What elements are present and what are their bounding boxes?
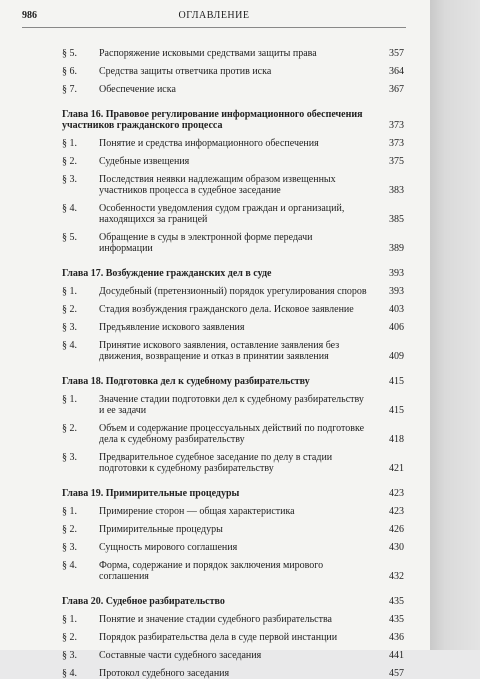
- toc-section-title: Предъявление искового заявления: [99, 322, 245, 333]
- page-number: 986: [22, 10, 37, 21]
- toc-section-row: [62, 542, 404, 553]
- toc-page-number[interactable]: 423: [389, 506, 404, 517]
- toc-section-title: Последствия неявки надлежащим образом извещенных участников процесса в судебное заседание: [99, 174, 336, 196]
- toc-chapter-title: Примирительные процедуры: [105, 488, 240, 499]
- page-header: [22, 10, 406, 22]
- toc-chapter-row: [62, 596, 404, 607]
- toc-section-row: [62, 423, 404, 445]
- toc-page-number[interactable]: 403: [389, 304, 404, 315]
- toc-section-title: Сущность мирового соглашения: [99, 542, 238, 553]
- toc-section-label: § 3.: [62, 650, 77, 661]
- toc-section-title: Средства защиты ответчика против иска: [99, 66, 272, 77]
- toc-page-number[interactable]: 457: [389, 668, 404, 679]
- toc-chapter-label: Глава 20.: [62, 596, 106, 607]
- toc-section-label: § 3.: [62, 542, 77, 553]
- toc-section-row: [62, 156, 404, 167]
- toc-page-number[interactable]: 436: [389, 632, 404, 643]
- toc-section-title: Судебные извещения: [99, 156, 190, 167]
- toc-section-row: [62, 48, 404, 59]
- toc-section-label: § 7.: [62, 84, 77, 95]
- toc-section-label: § 5.: [62, 48, 77, 59]
- toc-section-label: § 2.: [62, 304, 77, 315]
- toc-page-number[interactable]: 357: [389, 48, 404, 59]
- toc-page-number[interactable]: 364: [389, 66, 404, 77]
- toc-chapter-row: [62, 268, 404, 279]
- running-title: ОГЛАВЛЕНИЕ: [178, 10, 250, 21]
- toc-page-number[interactable]: 426: [389, 524, 404, 535]
- toc-section-row: [62, 650, 404, 661]
- toc-section-title: Форма, содержание и порядок заключения мирового соглашения: [99, 560, 324, 582]
- toc-section-row: [62, 304, 404, 315]
- toc-section-label: § 5.: [62, 232, 77, 243]
- toc-section-label: § 1.: [62, 394, 77, 405]
- toc-section-row: [62, 340, 404, 362]
- toc-section-row: [62, 506, 404, 517]
- table-of-contents: [62, 48, 404, 679]
- header-rule: [22, 27, 406, 28]
- toc-section-title: Понятие и средства информационного обеспечения: [99, 138, 319, 149]
- toc-page-number[interactable]: 435: [389, 614, 404, 625]
- toc-chapter-title: Возбуждение гражданских дел в суде: [105, 268, 272, 279]
- toc-section-label: § 1.: [62, 506, 77, 517]
- toc-page-number[interactable]: 373: [389, 120, 404, 131]
- toc-section-label: § 2.: [62, 423, 77, 434]
- toc-section-label: § 1.: [62, 614, 77, 625]
- toc-section-row: [62, 322, 404, 333]
- toc-section-label: § 2.: [62, 156, 77, 167]
- toc-section-label: § 6.: [62, 66, 77, 77]
- toc-section-label: § 1.: [62, 138, 77, 149]
- toc-section-row: [62, 632, 404, 643]
- toc-section-row: [62, 668, 404, 679]
- toc-section-title: Протокол судебного заседания: [99, 668, 230, 679]
- toc-section-title: Стадия возбуждения гражданского дела. Исковое заявление: [99, 304, 354, 315]
- toc-section-title: Обеспечение иска: [99, 84, 176, 95]
- toc-section-row: [62, 394, 404, 416]
- toc-chapter-label: Глава 18.: [62, 376, 106, 387]
- toc-chapter-row: [62, 109, 404, 131]
- toc-section-title: Особенности уведомления судом граждан и организаций, находящихся за границей: [99, 203, 345, 225]
- toc-section-row: [62, 452, 404, 474]
- toc-section-row: [62, 286, 404, 297]
- toc-section-row: [62, 84, 404, 95]
- toc-page-number[interactable]: 367: [389, 84, 404, 95]
- toc-section-title: Досудебный (претензионный) порядок урегулирования споров: [99, 286, 367, 297]
- toc-page-number[interactable]: 421: [389, 463, 404, 474]
- toc-section-label: § 3.: [62, 174, 77, 185]
- toc-page-number[interactable]: 430: [389, 542, 404, 553]
- toc-page-number[interactable]: 435: [389, 596, 404, 607]
- toc-section-title: Принятие искового заявления, оставление заявления без движения, возвращение и отказ в принятии заявления: [99, 340, 340, 362]
- toc-chapter-row: [62, 488, 404, 499]
- toc-page-number[interactable]: 415: [389, 376, 404, 387]
- toc-section-row: [62, 232, 404, 254]
- toc-page-number[interactable]: 423: [389, 488, 404, 499]
- toc-section-label: § 3.: [62, 452, 77, 463]
- toc-section-title: Обращение в суды в электронной форме передачи информации: [99, 232, 313, 254]
- toc-section-title: Порядок разбирательства дела в суде первой инстанции: [99, 632, 338, 643]
- toc-section-label: § 2.: [62, 524, 77, 535]
- toc-page-number[interactable]: 393: [389, 268, 404, 279]
- toc-page-number[interactable]: 385: [389, 214, 404, 225]
- toc-page-number[interactable]: 418: [389, 434, 404, 445]
- toc-page-number[interactable]: 389: [389, 243, 404, 254]
- toc-section-row: [62, 560, 404, 582]
- toc-section-row: [62, 66, 404, 77]
- toc-section-label: § 4.: [62, 203, 77, 214]
- toc-section-title: Составные части судебного заседания: [99, 650, 262, 661]
- toc-section-row: [62, 524, 404, 535]
- toc-page-number[interactable]: 415: [389, 405, 404, 416]
- toc-page-number[interactable]: 432: [389, 571, 404, 582]
- toc-section-row: [62, 614, 404, 625]
- toc-section-title: Примирительные процедуры: [99, 524, 223, 535]
- toc-chapter-label: Глава 16.: [62, 109, 106, 120]
- toc-chapter-label: Глава 19.: [62, 488, 106, 499]
- toc-section-label: § 4.: [62, 340, 77, 351]
- toc-section-label: § 3.: [62, 322, 77, 333]
- toc-section-label: § 2.: [62, 632, 77, 643]
- toc-page-number[interactable]: 409: [389, 351, 404, 362]
- toc-chapter-row: [62, 376, 404, 387]
- toc-section-row: [62, 174, 404, 196]
- toc-section-title: Предварительное судебное заседание по делу в стадии подготовки к судебному разбирательству: [99, 452, 333, 474]
- toc-page-number[interactable]: 383: [389, 185, 404, 196]
- toc-section-title: Распоряжение исковыми средствами защиты права: [99, 48, 317, 59]
- toc-page-number[interactable]: 441: [389, 650, 404, 661]
- toc-chapter-label: Глава 17.: [62, 268, 106, 279]
- toc-page-number[interactable]: 406: [389, 322, 404, 333]
- toc-section-label: § 1.: [62, 286, 77, 297]
- toc-section-title: Значение стадии подготовки дел к судебному разбирательству и ее задачи: [99, 394, 364, 416]
- toc-section-row: [62, 203, 404, 225]
- toc-section-title: Понятие и значение стадии судебного разбирательства: [99, 614, 332, 625]
- toc-chapter-title: Подготовка дел к судебному разбирательству: [105, 376, 310, 387]
- book-spine-shadow: [430, 0, 480, 650]
- toc-chapter-title: Правовое регулирование информационного обеспечения участников гражданского процесса: [62, 109, 363, 131]
- toc-section-label: § 4.: [62, 560, 77, 571]
- toc-section-title: Объем и содержание процессуальных действий по подготовке дела к судебному разбирательству: [99, 423, 365, 445]
- toc-page-number[interactable]: 373: [389, 138, 404, 149]
- toc-section-row: [62, 138, 404, 149]
- toc-chapter-title: Судебное разбирательство: [105, 596, 225, 607]
- toc-page-number[interactable]: 375: [389, 156, 404, 167]
- toc-section-title: Примирение сторон — общая характеристика: [99, 506, 295, 517]
- toc-section-label: § 4.: [62, 668, 77, 679]
- toc-page-number[interactable]: 393: [389, 286, 404, 297]
